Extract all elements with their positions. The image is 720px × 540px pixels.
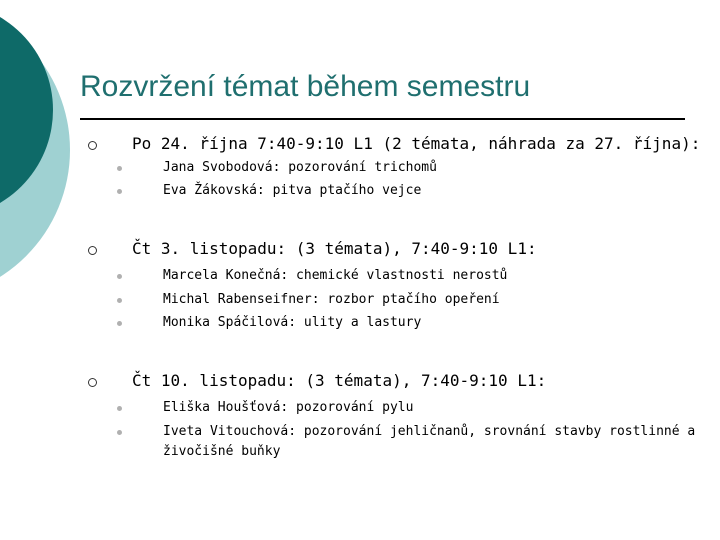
list-item: Eliška Houšťová: pozorování pylu <box>163 400 414 415</box>
section-heading: Čt 10. listopadu: (3 témata), 7:40-9:10 L1: <box>132 371 547 390</box>
list-item: Monika Spáčilová: ulity a lastury <box>163 315 422 330</box>
list-item: Jana Svobodová: pozorování trichomů <box>163 160 437 175</box>
dark-teal-circle <box>0 2 53 218</box>
section-bullet-icon <box>88 246 97 255</box>
list-item-continuation: živočišné buňky <box>163 444 281 459</box>
item-bullet-icon <box>117 321 122 326</box>
section-heading: Po 24. října 7:40-9:10 L1 (2 témata, náhrada za 27. října): <box>132 134 701 153</box>
title-divider <box>80 118 685 120</box>
light-teal-circle <box>0 0 70 300</box>
section-bullet-icon <box>88 378 97 387</box>
list-item: Iveta Vitouchová: pozorování jehličnanů, srovnání stavby rostlinné a <box>163 424 696 439</box>
section-heading: Čt 3. listopadu: (3 témata), 7:40-9:10 L1: <box>132 239 537 258</box>
section-bullet-icon <box>88 141 97 150</box>
slide-title: Rozvržení témat během semestru <box>80 70 531 103</box>
item-bullet-icon <box>117 166 122 171</box>
item-bullet-icon <box>117 189 122 194</box>
list-item: Michal Rabenseifner: rozbor ptačího opeření <box>163 292 500 307</box>
item-bullet-icon <box>117 274 122 279</box>
list-item: Eva Žákovská: pitva ptačího vejce <box>163 183 422 198</box>
item-bullet-icon <box>117 430 122 435</box>
item-bullet-icon <box>117 406 122 411</box>
list-item: Marcela Konečná: chemické vlastnosti nerostů <box>163 268 508 283</box>
item-bullet-icon <box>117 298 122 303</box>
